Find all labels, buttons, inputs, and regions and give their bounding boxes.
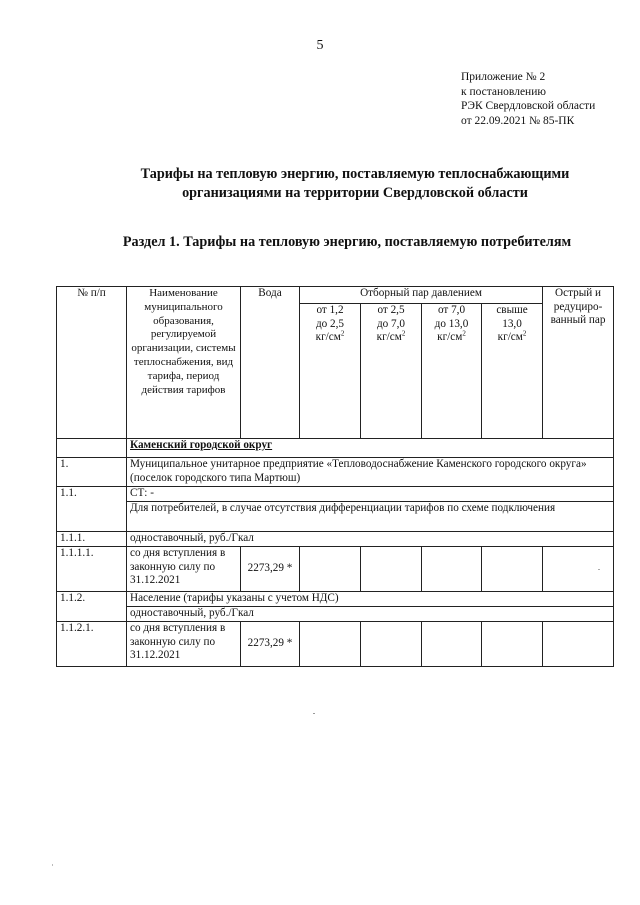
table-row (57, 592, 614, 607)
section-title: Раздел 1. Тарифы на тепловую энергию, поставляемую потребителям (122, 234, 572, 250)
header-pressure-1 (300, 304, 361, 439)
cell-empty (361, 547, 422, 592)
row-number: 1.1.2.1. (57, 622, 127, 667)
header-water: Вода (241, 287, 300, 439)
consumer-group: Для потребителей, в случае отсутствия дифференциации тарифов по схеме подключения (127, 502, 614, 532)
page-number: 5 (316, 38, 324, 53)
header-pressure-2 (361, 304, 422, 439)
cell-empty (300, 622, 361, 667)
unit-text: кг/см (437, 331, 463, 343)
header-num: № п/п (57, 287, 127, 439)
pressure-line: свыше (496, 304, 528, 316)
pressure-line: от 2,5 (377, 304, 405, 316)
row-number: 1.1. (57, 487, 127, 532)
water-tariff-value: 2273,29 * (241, 622, 300, 667)
table-row (57, 487, 614, 502)
table-row (57, 607, 614, 622)
cell-empty (482, 622, 543, 667)
table-header-row (57, 287, 614, 304)
cell-empty (422, 622, 482, 667)
cell-empty (422, 547, 482, 592)
cell-empty (543, 622, 614, 667)
header-pressure-4 (482, 304, 543, 439)
unit-text: кг/см (497, 331, 523, 343)
row-number: 1.1.2. (57, 592, 127, 622)
row-number: 1. (57, 458, 127, 487)
consumer-group: Население (тарифы указаны с учетом НДС) (127, 592, 614, 607)
row-number: 1.1.1. (57, 532, 127, 547)
pressure-unit (485, 331, 539, 345)
header-name: Наименование муниципального образования, регулируемой организации, системы теплоснабжения, вид тарифа, период действия тарифов (127, 287, 241, 439)
appendix-line: к постановлению (461, 85, 546, 98)
appendix-line: Приложение № 2 (461, 71, 546, 83)
row-number: 1.1.1.1. (57, 547, 127, 592)
unit-exponent: 2 (401, 329, 406, 338)
header-steam-group: Отборный пар давлением (300, 287, 543, 304)
unit-exponent: 2 (522, 329, 527, 338)
table-row (57, 439, 614, 458)
tariff-period: со дня вступления в законную силу по 31.12.2021 (127, 547, 241, 592)
pressure-line: от 7,0 (437, 304, 466, 316)
appendix-line: от 22.09.2021 № 85-ПК (461, 114, 575, 127)
pressure-unit (303, 331, 357, 345)
tariff-type: одноставочный, руб./Гкал (127, 532, 614, 547)
pressure-line: до 13,0 (434, 317, 469, 330)
tariff-period: со дня вступления в законную силу по 31.12.2021 (127, 622, 241, 667)
organization-name: Муниципальное унитарное предприятие «Тепловодоснабжение Каменского городского округа» (поселок городского типа Мартюш) (127, 458, 614, 487)
table-row (57, 547, 614, 592)
tariff-type: одноставочный, руб./Гкал (127, 607, 614, 622)
cell-empty (57, 439, 127, 458)
table-row (57, 458, 614, 487)
cell-empty (543, 547, 614, 592)
cell-empty (300, 547, 361, 592)
appendix-block (461, 70, 636, 128)
unit-exponent: 2 (462, 329, 466, 338)
pressure-line: от 1,2 (316, 304, 344, 316)
pressure-line: до 7,0 (376, 317, 406, 330)
pressure-line: до 2,5 (315, 317, 345, 330)
pressure-line: 13,0 (502, 317, 522, 330)
header-pressure-3 (422, 304, 482, 439)
pressure-unit (364, 331, 418, 345)
title-line: организациями на территории Свердловской области (182, 185, 528, 201)
header-sharp-steam: Острый и редуциро-ванный пар (543, 287, 614, 439)
document-title (70, 165, 640, 203)
title-line: Тарифы на тепловую энергию, поставляемую теплоснабжающими (140, 166, 570, 182)
tariff-table (56, 286, 614, 667)
system-name: СТ: - (127, 487, 614, 502)
unit-text: кг/см (376, 331, 402, 343)
pressure-unit (425, 331, 478, 345)
appendix-line: РЭК Свердловской области (461, 100, 596, 112)
unit-exponent: 2 (340, 329, 345, 338)
cell-empty (482, 547, 543, 592)
cell-empty (361, 622, 422, 667)
scan-speck (313, 713, 315, 714)
water-tariff-value: 2273,29 * (241, 547, 300, 592)
scan-speck (598, 569, 600, 570)
table-row (57, 502, 614, 532)
unit-text: кг/см (315, 331, 341, 343)
scan-speck (52, 864, 53, 866)
municipality-name: Каменский городской округ (127, 439, 614, 458)
table-row (57, 532, 614, 547)
table-row (57, 622, 614, 667)
